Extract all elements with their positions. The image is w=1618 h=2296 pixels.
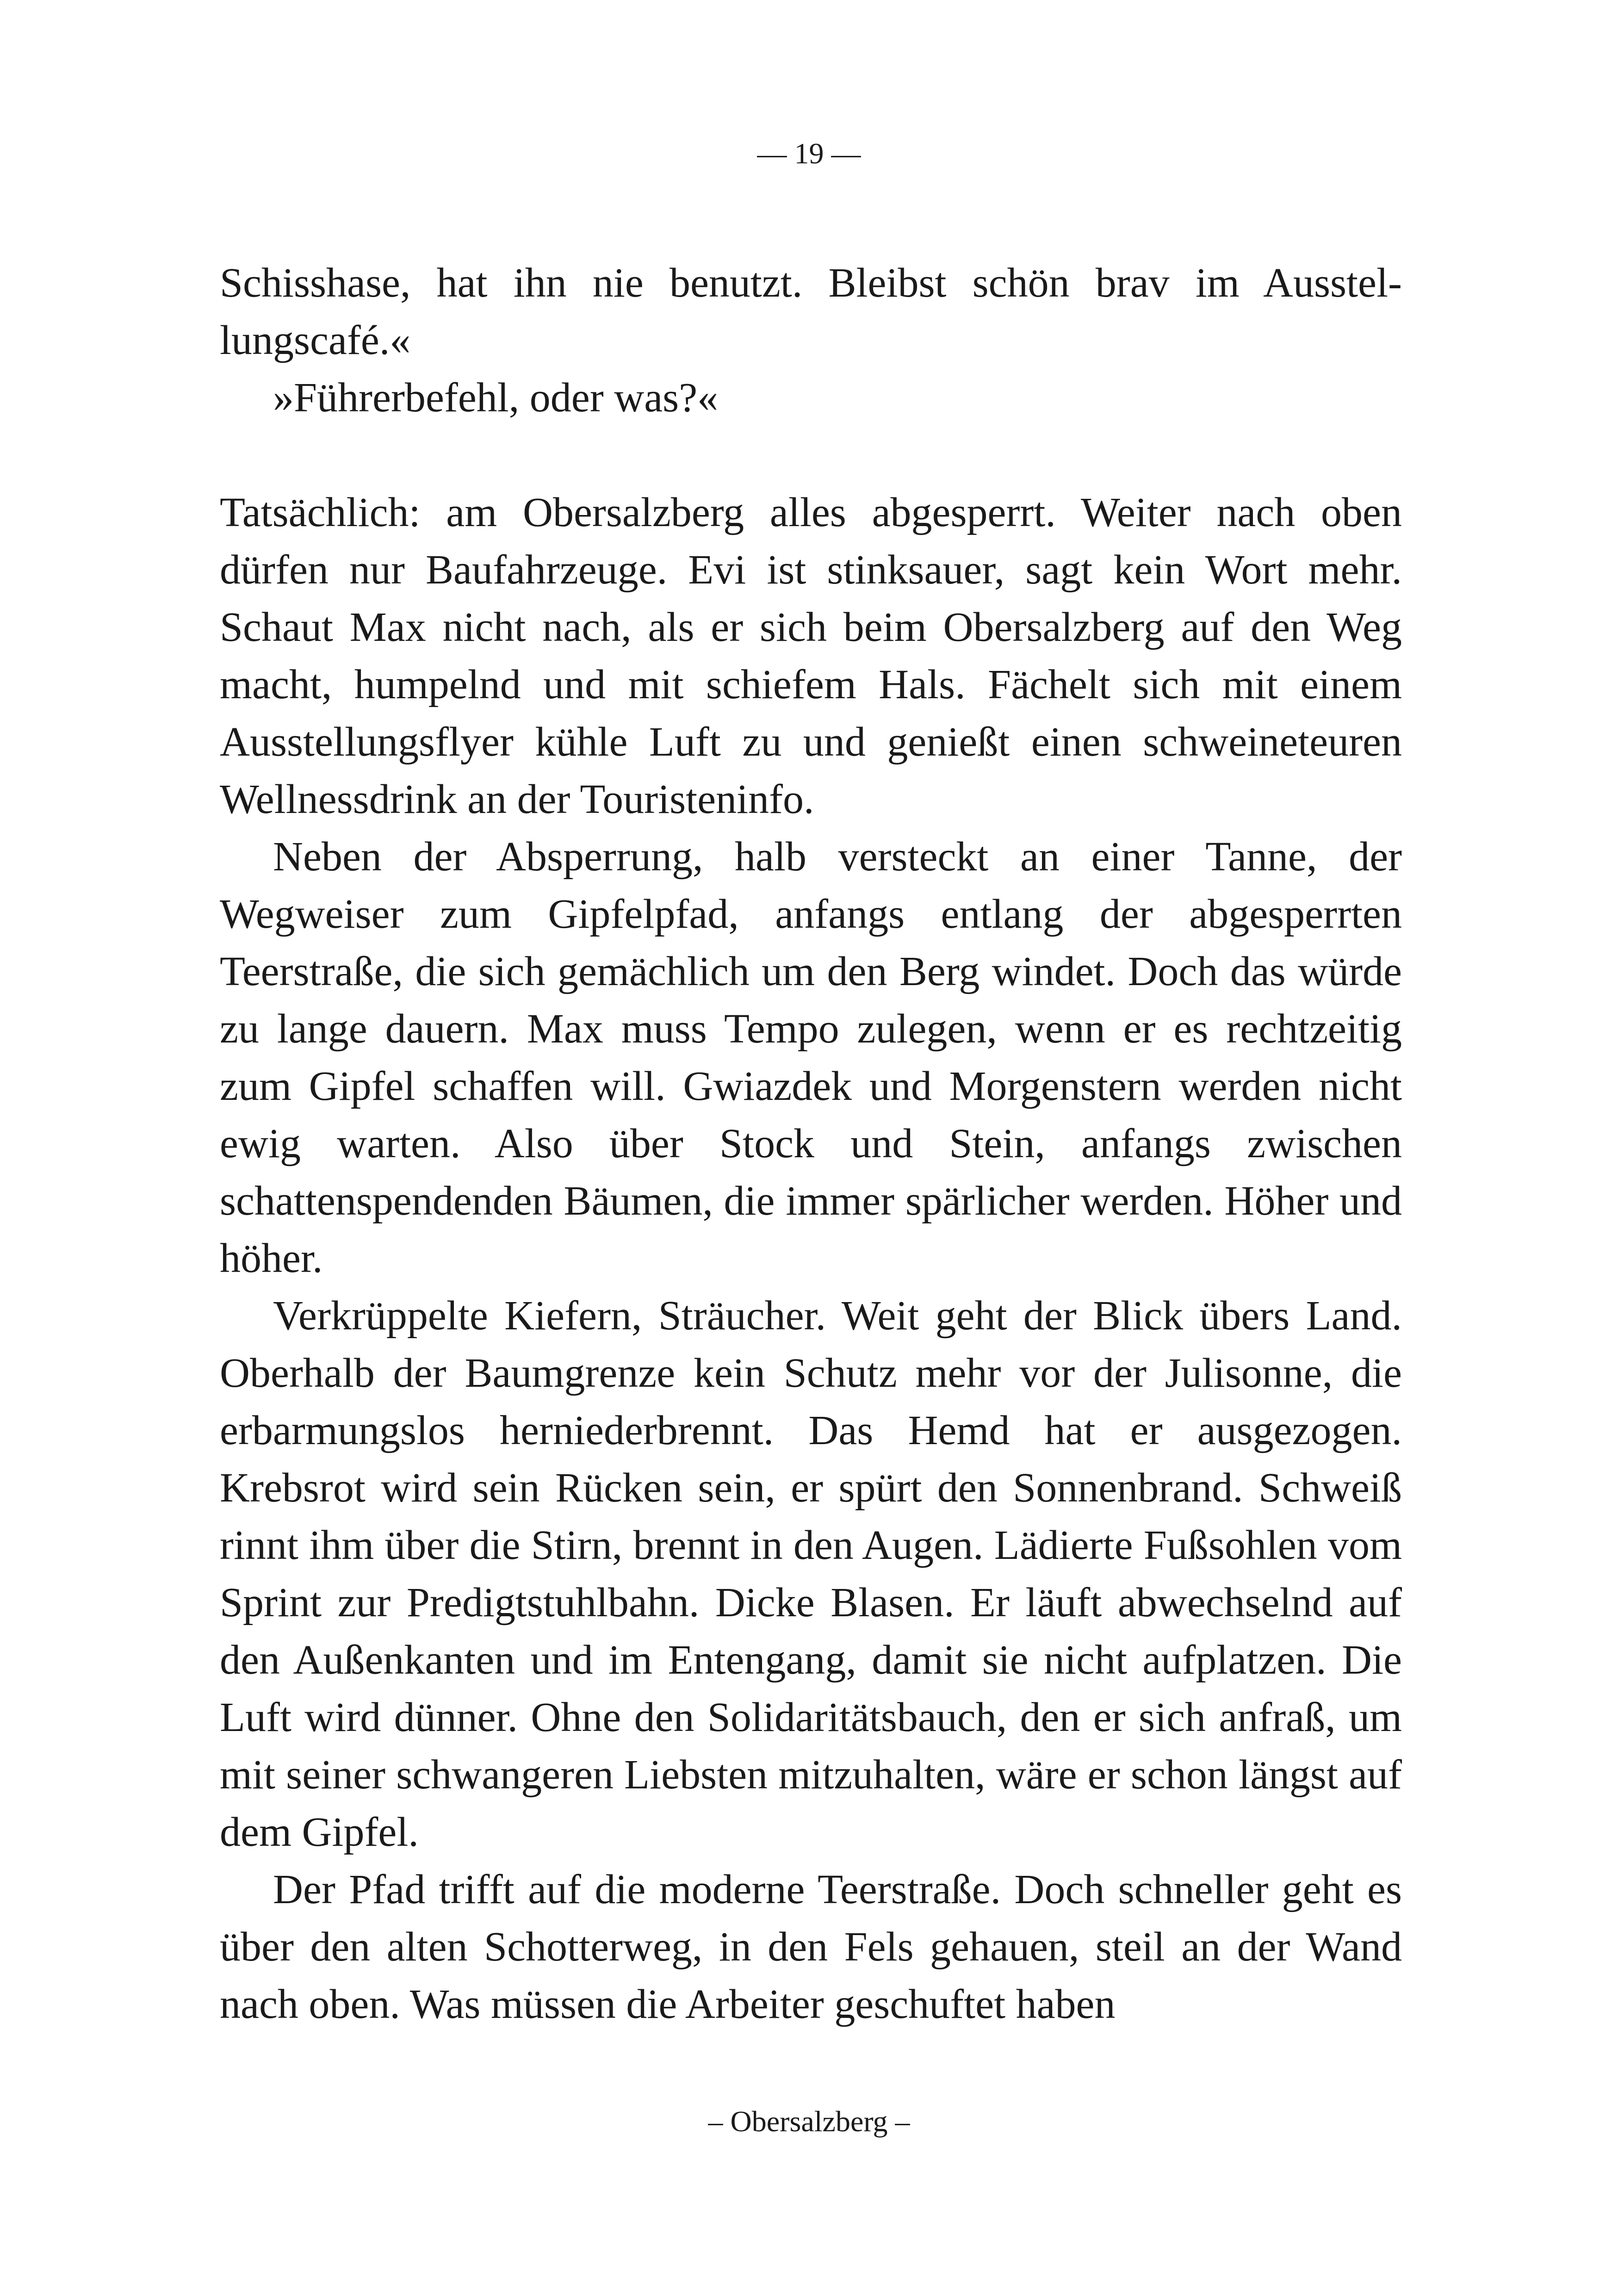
paragraph-2: »Führerbefehl, oder was?« <box>273 375 719 421</box>
paragraph-6: Der Pfad trifft auf die moderne Teerstraße. Doch schneller geht es über den alten Schotterweg, in den Fels gehauen, steil an der Wand nach oben. Was müssen die Arbeiter geschuftet haben <box>220 1867 1402 2027</box>
paragraph-4: Neben der Absperrung, halb versteckt an einer Tanne, der Wegweiser zum Gipfelpfad, anfangs entlang der abgesperrten Teerstraße, die sich gemächlich um den Berg windet. Doch das würde zu lange dauern. Max muss Tempo zulegen, wenn er es rechtzeitig zum Gipfel schaffen will. Gwiazdek und Morgenstern werden nicht ewig warten. Also über Stock und Stein, anfangs zwischen schattenspendenden Bäumen, die immer spärlicher werden. Höher und höher. <box>220 834 1402 1281</box>
body-text <box>220 254 1402 2033</box>
paragraph-5: Verkrüppelte Kiefern, Sträucher. Weit geht der Blick übers Land. Oberhalb der Baumgrenze kein Schutz mehr vor der Julisonne, die erbarmungslos herniederbrennt. Das Hemd hat er ausgezogen. Krebsrot wird sein Rücken sein, er spürt den Sonnenbrand. Schweiß rinnt ihm über die Stirn, brennt in den Augen. Lädierte Fußsohlen vom Sprint zur Predigtstuhlbahn. Dicke Blasen. Er läuft abwechselnd auf den Außenkanten und im Entengang, damit sie nicht aufplatzen. Die Luft wird dünner. Ohne den Solidaritätsbauch, den er sich anfraß, um mit seiner schwangeren Liebsten mitzuhalten, wäre er schon längst auf dem Gipfel. <box>220 1293 1402 1855</box>
page-number: — 19 — <box>757 137 861 170</box>
running-footer: – Obersalzberg – <box>708 2105 910 2138</box>
paragraph-1: Schisshase, hat ihn nie benutzt. Bleibst schön brav im Ausstellungscafé.« <box>220 260 1402 363</box>
paragraph-3: Tatsächlich: am Obersalzberg alles abgesperrt. Weiter nach oben dürfen nur Baufahrzeuge. Evi ist stinksauer, sagt kein Wort mehr. Schaut Max nicht nach, als er sich beim Obersalzberg auf den Weg macht, humpelnd und mit schiefem Hals. Fächelt sich mit einem Ausstellungsflyer kühle Luft zu und genießt einen schweineteuren Wellnessdrink an der Touristeninfo. <box>220 490 1402 822</box>
